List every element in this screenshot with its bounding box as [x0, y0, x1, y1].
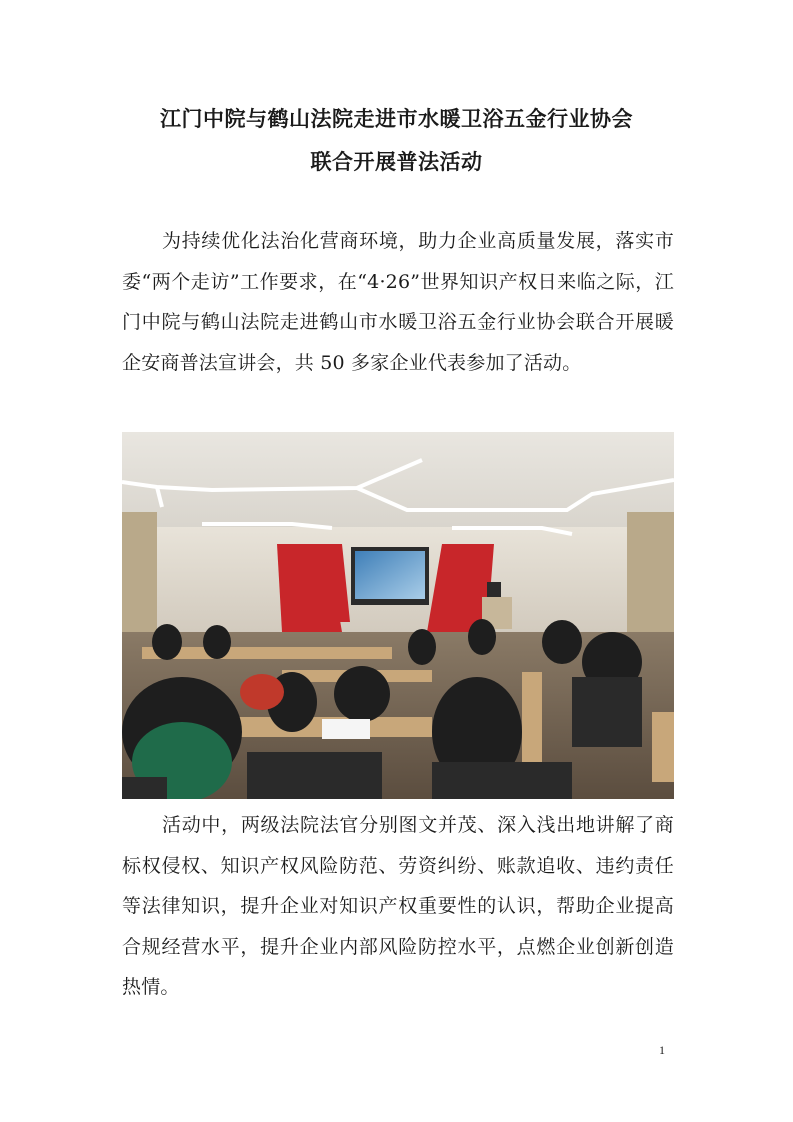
document-title-line-2: 联合开展普法活动: [310, 149, 483, 174]
paragraph-intro: 为持续优化法治化营商环境，助力企业高质量发展，落实市委“两个走访”工作要求，在“4·26”世界知识产权日来临之际，江门中院与鹤山法院走进鹤山市水暖卫浴五金行业协会联合开展暖企安商普法宣讲会，共 50 多家企业代表参加了活动。: [122, 230, 674, 374]
page-number: 1: [659, 1043, 665, 1057]
meeting-photo: [122, 432, 674, 799]
paragraph-activity: 活动中，两级法院法官分别图文并茂、深入浅出地讲解了商标权侵权、知识产权风险防范、劳资纠纷、账款追收、违约责任等法律知识，提升企业对知识产权重要性的认识，帮助企业提高合规经营水平，提升企业内部风险防控水平，点燃企业创新创造热情。: [122, 814, 674, 998]
document-title-line-1: 江门中院与鹤山法院走进市水暖卫浴五金行业协会: [160, 106, 633, 131]
